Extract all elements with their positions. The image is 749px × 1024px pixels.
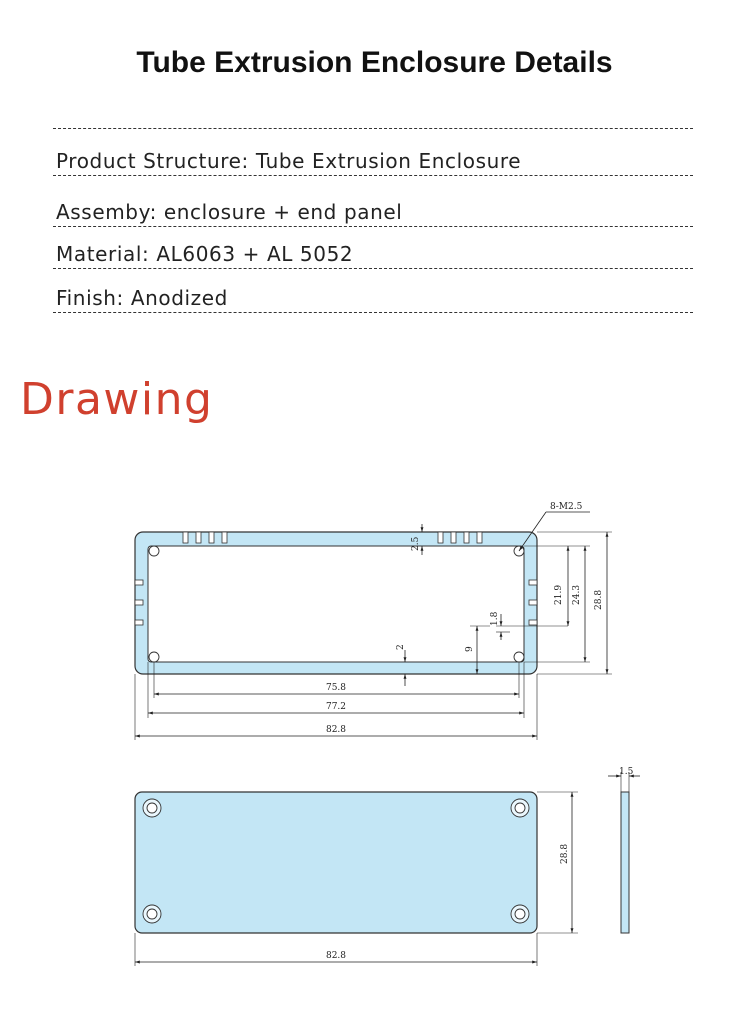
spec-structure: Product Structure: Tube Extrusion Enclosure — [56, 149, 522, 173]
dim-outer-height: 28.8 — [594, 589, 604, 610]
dim-inner-width: 75.8 — [325, 683, 347, 693]
end-panel — [135, 792, 578, 966]
enclosure-profile — [135, 502, 612, 740]
spec-assembly: Assemby: enclosure + end panel — [56, 200, 403, 224]
dim-mid-width: 77.2 — [325, 702, 347, 712]
dim-panel-height: 28.8 — [560, 843, 570, 864]
dim-mid-height: 24.3 — [572, 584, 582, 605]
dim-bottom-wall: 2 — [396, 644, 406, 650]
dim-holes: 8-M2.5 — [550, 502, 583, 512]
spec-material: Material: AL6063 + AL 5052 — [56, 242, 354, 266]
profile-inner — [148, 546, 524, 662]
dim-outer-width: 82.8 — [325, 725, 347, 735]
page-title: Tube Extrusion Enclosure Details — [136, 46, 613, 79]
dim-inner-height: 21.9 — [554, 584, 564, 605]
end-panel-side — [608, 767, 640, 933]
dim-panel-thickness: 1.5 — [619, 767, 634, 777]
section-heading-drawing: Drawing — [20, 374, 214, 425]
dim-panel-width: 82.8 — [325, 951, 347, 961]
dim-top-wall: 2.5 — [411, 536, 421, 551]
dim-lower: 9 — [465, 646, 475, 652]
dim-slot: 1.8 — [490, 611, 500, 626]
panel-side-plate — [621, 792, 629, 933]
panel-plate — [135, 792, 537, 933]
spec-finish: Finish: Anodized — [56, 286, 228, 310]
